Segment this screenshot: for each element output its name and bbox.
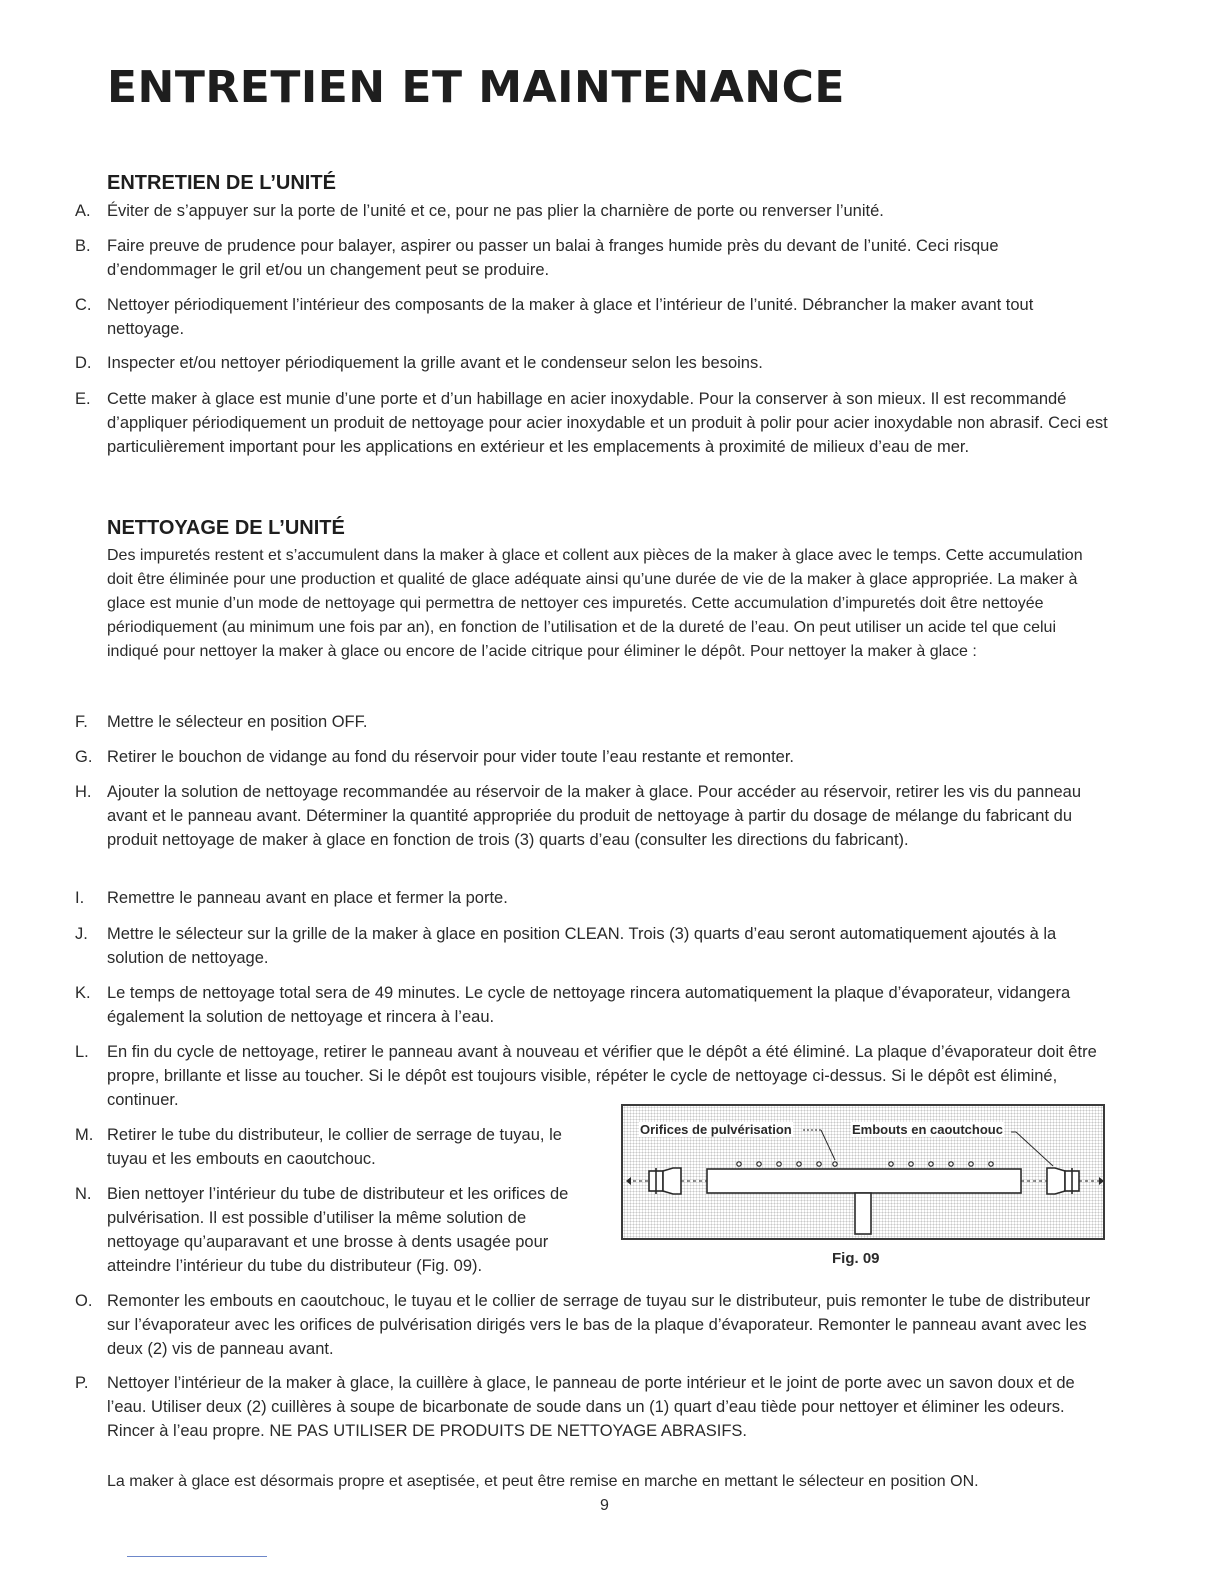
label-orifices-pulverisation: Orifices de pulvérisation	[640, 1122, 792, 1137]
list-item	[75, 1040, 1109, 1112]
left-end-cap	[663, 1168, 681, 1194]
item-text: Faire preuve de prudence pour balayer, aspirer ou passer un balai à franges humide près du devant de l’unité. Ceci risque d’endommager le gril et/ou un changement peut se produire.	[107, 237, 999, 279]
item-letter: K.	[75, 984, 91, 1002]
figure-distributor-tube	[621, 1104, 1105, 1240]
item-letter: G.	[75, 748, 93, 766]
item-text: Nettoyer l’intérieur de la maker à glace, la cuillère à glace, le panneau de porte intérieur et le joint de porte avec un savon doux et de l’eau. Utiliser deux (2) cuillères à soupe de bicarbonate de soude dans un (1) quart d’eau tiède pour nettoyer et éliminer les odeurs. Rincer à l’eau propre. NE PAS UTILISER DE PRODUITS DE NETTOYAGE ABRASIFS.	[107, 1374, 1075, 1440]
item-text: Bien nettoyer l’intérieur du tube de distributeur et les orifices de pulvérisation. Il est possible d’utiliser la même solution de nettoyage qu’auparavant et une brosse à dents usagée pour atteindre l’intérieur du tube du distributeur (Fig. 09).	[107, 1185, 569, 1275]
list-item	[75, 351, 1109, 375]
section-heading-nettoyage: NETTOYAGE DE L’UNITÉ	[107, 517, 345, 539]
distributor-tube	[707, 1169, 1021, 1193]
item-letter: F.	[75, 713, 88, 731]
list-item	[75, 1182, 596, 1278]
item-text: Nettoyer périodiquement l’intérieur des composants de la maker à glace et l’intérieur de l’unité. Débrancher la maker avant tout nettoyage.	[107, 296, 1034, 338]
list-item	[75, 234, 1109, 282]
item-letter: H.	[75, 783, 92, 801]
list-item	[75, 1289, 1109, 1361]
list-item	[75, 293, 1109, 341]
item-letter: B.	[75, 237, 91, 255]
item-text: Retirer le bouchon de vidange au fond du réservoir pour vider toute l’eau restante et remonter.	[107, 748, 794, 766]
item-letter: L.	[75, 1043, 89, 1061]
item-letter: A.	[75, 202, 91, 220]
item-letter: I.	[75, 889, 85, 907]
list-item	[75, 710, 1109, 734]
item-text: En fin du cycle de nettoyage, retirer le panneau avant à nouveau et vérifier que le dépôt a été éliminé. La plaque d’évaporateur doit être propre, brillante et lisse au toucher. Si le dépôt est toujours visible, répéter le cycle de nettoyage ci-dessus. Si le dépôt est éliminé, continuer.	[107, 1043, 1097, 1109]
closing-note: La maker à glace est désormais propre et aseptisée, et peut être remise en marche en mettant le sélecteur en position ON.	[107, 1473, 979, 1490]
footer-rule	[127, 1556, 267, 1557]
item-text: Éviter de s’appuyer sur la porte de l’unité et ce, pour ne pas plier la charnière de porte ou renverser l’unité.	[107, 202, 884, 220]
item-text: Mettre le sélecteur sur la grille de la maker à glace en position CLEAN. Trois (3) quarts d’eau seront automatiquement ajoutés à la solution de nettoyage.	[107, 925, 1057, 967]
distributor-tube-outlet	[855, 1193, 871, 1234]
item-letter: E.	[75, 390, 91, 408]
figure-caption: Fig. 09	[832, 1250, 880, 1267]
spray-holes	[737, 1162, 993, 1166]
item-letter: M.	[75, 1126, 94, 1144]
section-heading-entretien: ENTRETIEN DE L’UNITÉ	[107, 172, 336, 194]
label-embouts-caoutchouc: Embouts en caoutchouc	[852, 1122, 1003, 1137]
list-item	[75, 199, 1109, 223]
item-text: Remonter les embouts en caoutchouc, le tuyau et le collier de serrage de tuyau sur le distributeur, puis remonter le tube de distributeur sur l’évaporateur avec les orifices de pulvérisation dirigés vers le bas de la plaque d’évaporateur. Remonter le panneau avant avec les deux (2) vis de panneau avant.	[107, 1292, 1091, 1358]
item-letter: O.	[75, 1292, 93, 1310]
item-text: Cette maker à glace est munie d’une porte et d’un habillage en acier inoxydable. Pour la conserver à son mieux. Il est recommandé d’appliquer périodiquement un produit de nettoyage pour acier inoxydable et un produit à polir pour acier inoxydable non abrasif. Ceci est particulièrement important pour les applications en extérieur et les emplacements à proximité de milieux d’eau de mer.	[107, 390, 1108, 456]
list-item	[75, 981, 1109, 1029]
section-intro: Des impuretés restent et s’accumulent dans la maker à glace et collent aux pièces de la maker à glace avec le temps. Cette accumulation doit être éliminée pour une production et qualité de glace adéquate ainsi qu’une durée de vie de la maker à glace appropriée. La maker à glace est munie d’un mode de nettoyage qui permettra de nettoyer ces impuretés. Cette accumulation d’impuretés doit être nettoyée périodiquement (au minimum une fois par an), en fonction de l’utilisation et de la dureté de l’eau. On peut utiliser un acide tel que celui indiqué pour nettoyer la maker à glace ou encore de l’acide citrique pour éliminer le dépôt. Pour nettoyer la maker à glace :	[107, 547, 1083, 660]
list-item	[75, 1371, 1109, 1443]
item-text: Remettre le panneau avant en place et fermer la porte.	[107, 889, 508, 907]
right-end-cap	[1047, 1168, 1065, 1194]
list-item	[75, 886, 1109, 910]
item-letter: P.	[75, 1374, 89, 1392]
item-letter: J.	[75, 925, 88, 943]
item-letter: D.	[75, 354, 92, 372]
item-text: Retirer le tube du distributeur, le collier de serrage de tuyau, le tuyau et les embouts en caoutchouc.	[107, 1126, 562, 1168]
list-item	[75, 1123, 596, 1171]
leader-line-orifices	[821, 1130, 835, 1160]
item-letter: N.	[75, 1185, 92, 1203]
page-number: 9	[600, 1497, 609, 1514]
list-item	[75, 922, 1109, 970]
item-text: Le temps de nettoyage total sera de 49 minutes. Le cycle de nettoyage rincera automatiquement la plaque d’évaporateur, vidangera également la solution de nettoyage et rincera à l’eau.	[107, 984, 1071, 1026]
right-arrow-icon	[1099, 1177, 1104, 1185]
page-title: ENTRETIEN ET MAINTENANCE	[107, 62, 845, 113]
item-text: Mettre le sélecteur en position OFF.	[107, 713, 368, 731]
leader-line-embouts	[1016, 1132, 1053, 1166]
item-letter: C.	[75, 296, 92, 314]
list-item	[75, 745, 1109, 769]
item-text: Inspecter et/ou nettoyer périodiquement la grille avant et le condenseur selon les besoins.	[107, 354, 763, 372]
list-item	[75, 387, 1109, 459]
left-arrow-icon	[626, 1177, 631, 1185]
list-item	[75, 780, 1109, 852]
item-text: Ajouter la solution de nettoyage recommandée au réservoir de la maker à glace. Pour accéder au réservoir, retirer les vis du panneau avant et le panneau avant. Déterminer la quantité appropriée du produit de nettoyage à partir du dosage de mélange du fabricant du produit nettoyage de maker à glace en fonction de trois (3) quarts d’eau (consulter les directions du fabricant).	[107, 783, 1082, 849]
